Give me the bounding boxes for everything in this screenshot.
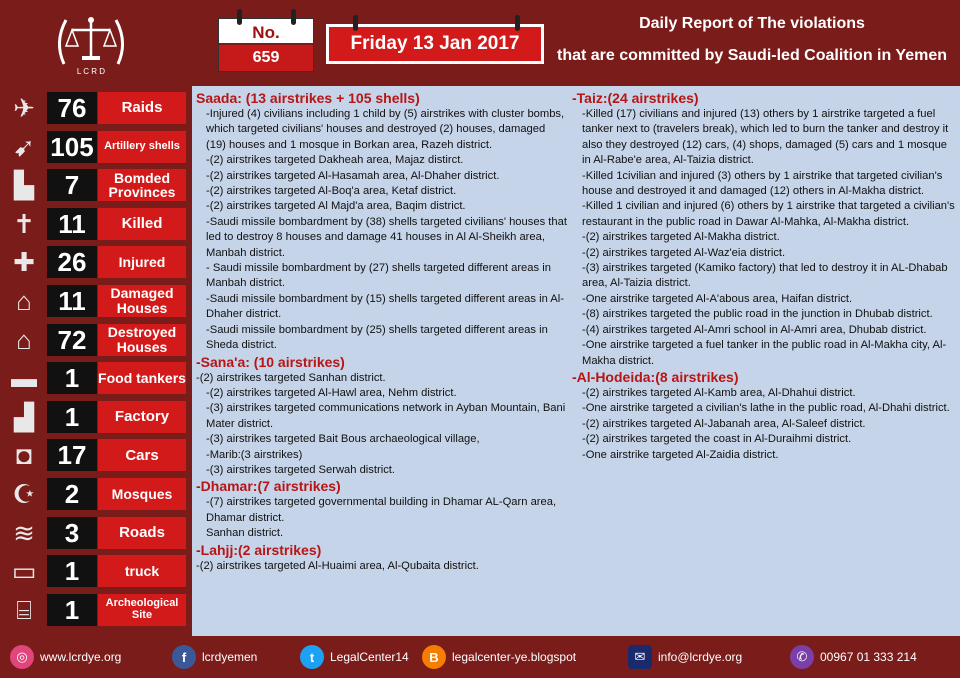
report-number-calendar [218, 18, 314, 72]
stat-row [0, 592, 192, 628]
stat-row [0, 322, 192, 358]
violation-item: -(2) airstrikes targeted Al Majd'a area, Baqim district. [206, 200, 466, 213]
stat-label: Mosques [98, 478, 186, 510]
twitter-icon: t [300, 645, 324, 669]
globe-icon: ◎ [10, 645, 34, 669]
destroyed-house-icon: ⌂ [16, 324, 32, 355]
violation-item: -(3) airstrikes targeted (Kamiko factory) that led to destroy it in AL-Dhabab area, Al-Taizia district. [582, 262, 948, 290]
stat-value: 105 [47, 131, 97, 163]
calendar-ring-icon [515, 15, 520, 31]
violation-item: -(2) airstrikes targeted Al-Jabanah area, Al-Saleef district. [582, 417, 866, 430]
artillery-icon: ➹ [13, 131, 35, 162]
logo-text: L C R D [76, 67, 106, 76]
violation-item: -(8) airstrikes targeted the public road in the junction in Dhubab district. [582, 308, 933, 321]
stat-label: Archeological Site [98, 594, 186, 626]
stat-value: 2 [47, 478, 97, 510]
report-title [552, 8, 952, 72]
archeological-icon: ⌸ [16, 594, 32, 625]
stat-label: Cars [98, 439, 186, 471]
stat-label: Food tankers [98, 362, 186, 394]
footer-facebook[interactable] [172, 644, 257, 670]
stat-row [0, 283, 192, 319]
damaged-house-icon: ⌂ [16, 286, 32, 316]
map-icon: ▙ [14, 170, 34, 201]
stat-row [0, 553, 192, 589]
violation-item: -Saudi missile bombardment by (38) shells targeted civilians' houses that led to destroy 8 houses and damage 41 houses in Al Al-Sheikh area, Manbah district. [206, 215, 567, 259]
stat-row [0, 244, 192, 280]
violation-item: -(2) airstrikes targeted Al-Huaimi area, Al-Qubaita district. [196, 559, 479, 572]
report-header [0, 0, 960, 86]
stat-value: 11 [47, 208, 97, 240]
stat-row [0, 90, 192, 126]
stat-value: 72 [47, 324, 97, 356]
stat-value: 26 [47, 246, 97, 278]
violation-item: -Killed (17) civilians and injured (13) others by 1 airstrike targeted a fuel tanker next to (travelers break), which led to burn the tanker and destroy it also they destroyed (12) cars, (4) shops, damaged (5) cars and 1 mosque in Al-Rabe'e area, Al-Taizia district. [582, 108, 949, 167]
violation-item: -(2) airstrikes targeted Al-Boq'a area, Ketaf district. [206, 185, 457, 198]
stat-row [0, 476, 192, 512]
violation-item: -One airstrike targeted Al-A'abous area, Haifan district. [582, 292, 853, 305]
violation-item: -One airstrike targeted a civilian's lathe in the public road, Al-Dhahi district. [582, 402, 950, 415]
stat-row [0, 206, 192, 242]
facebook-icon: f [172, 645, 196, 669]
stat-label: Roads [98, 517, 186, 549]
calendar-ring-icon [291, 9, 296, 25]
violation-item: -(2) airstrikes targeted the coast in Al-Duraihmi district. [582, 433, 852, 446]
plane-icon: ✈ [13, 93, 35, 123]
stat-value: 1 [47, 362, 97, 394]
report-number: 659 [219, 45, 313, 71]
injured-icon: ✚ [13, 247, 35, 278]
violation-item: Sanhan district. [206, 527, 284, 540]
stat-label: Damaged Houses [98, 285, 186, 317]
violation-item: -(3) airstrikes targeted Bait Bous archaeological village, [206, 433, 480, 446]
footer-blog[interactable] [422, 644, 576, 670]
violation-item: -Saudi missile bombardment by (15) shells targeted different areas in Al-Dhaher district. [206, 292, 564, 321]
violation-item: -(3) airstrikes targeted Serwah district. [206, 463, 396, 476]
violation-item: -One airstrike targeted a fuel tanker in the public road in Al-Makha city, Al-Makha district. [582, 339, 947, 367]
blogger-icon: B [422, 645, 446, 669]
violation-item: -Saudi missile bombardment by (25) shells targeted different areas in Sheda district. [206, 323, 548, 352]
violation-item: -Killed 1civilian and injured (3) others by 1 airstrike that targeted civilian's house and destroyed it and damaged (12) others in Al-Makha district. [582, 169, 943, 198]
stat-label: Injured [98, 246, 186, 278]
calendar-ring-icon [237, 9, 242, 25]
right-column [572, 90, 956, 463]
stat-value: 3 [47, 517, 97, 549]
killed-icon: ✝ [13, 208, 35, 239]
footer-phone[interactable] [790, 644, 917, 670]
violation-item: -(2) airstrikes targeted Al-Waz'eia district. [582, 246, 786, 259]
stat-value: 11 [47, 285, 97, 317]
violation-item: -(2) airstrikes targeted Al-Hawl area, Nehm district. [206, 386, 457, 399]
truck-icon: ▭ [11, 556, 37, 587]
stat-label: Factory [98, 401, 186, 433]
region-title: -Lahjj:(2 airstrikes) [196, 541, 322, 558]
stat-label: Bomded Provinces [98, 169, 186, 201]
stat-value: 17 [47, 439, 97, 471]
footer-email[interactable] [628, 644, 742, 670]
footer-website[interactable] [10, 644, 121, 670]
stat-row [0, 515, 192, 551]
stat-label: Raids [98, 92, 186, 124]
violation-item: -Killed 1 civilian and injured (6) others by 1 airstrike that targeted a civilian's restaurant in the public road in Dawar Al-Mahka, Al-Makha district. [582, 200, 955, 228]
stat-value: 1 [47, 555, 97, 587]
violation-item: -(2) airstrikes targeted Al-Hasamah area, Al-Dhaher district. [206, 169, 500, 182]
calendar-ring-icon [353, 15, 358, 31]
report-number-label: No. [219, 19, 313, 45]
region-title: -Al-Hodeida:(8 airstrikes) [572, 368, 739, 385]
footer-twitter[interactable] [300, 644, 409, 670]
violation-item: -Marib:(3 airstrikes) [206, 448, 303, 461]
violation-item: -One airstrike targeted Al-Zaidia district. [582, 448, 779, 461]
violation-item: -(3) airstrikes targeted communications network in Ayban Mountain, Bani Mater district. [206, 402, 566, 430]
stat-value: 76 [47, 92, 97, 124]
region-title: -Dhamar:(7 airstrikes) [196, 478, 341, 495]
stat-row [0, 437, 192, 473]
report-date-text: Friday 13 Jan 2017 [350, 33, 520, 54]
region-title: -Taiz:(24 airstrikes) [572, 90, 699, 106]
report-title-line2: that are committed by Saudi-led Coalition in Yemen [557, 47, 947, 64]
facebook-link[interactable]: lcrdyemen [202, 650, 258, 664]
stat-row [0, 360, 192, 396]
report-title-line1: Daily Report of The violations [639, 15, 865, 32]
mosque-icon: ☪ [12, 479, 36, 509]
stat-value: 1 [47, 594, 97, 626]
stat-label: Killed [98, 208, 186, 240]
violation-item: -Injured (4) civilians including 1 child by (5) airstrikes with cluster bombs, which targeted civilians' houses and destroyed (2) houses, damaged (19) houses and 1 mosque in Borkan area, Razeh district. [206, 108, 565, 151]
stat-label: truck [98, 555, 186, 587]
violation-item: -(2) airstrikes targeted Al-Makha district. [582, 231, 780, 244]
report-body [192, 86, 960, 636]
tanker-icon: ▬ [11, 363, 37, 394]
car-icon: ◘ [16, 440, 32, 471]
road-icon: ≋ [13, 517, 35, 548]
website-link[interactable]: www.lcrdye.org [40, 650, 122, 664]
contact-footer [0, 636, 960, 678]
stat-row [0, 399, 192, 435]
violation-item: -(2) airstrikes targeted Al-Kamb area, Al-Dhahui district. [582, 386, 856, 399]
left-column [196, 90, 568, 574]
mail-icon: ✉ [628, 645, 652, 669]
factory-icon: ▟ [14, 401, 34, 432]
stat-value: 7 [47, 169, 97, 201]
stat-label: Artillery shells [98, 131, 186, 163]
violation-item: -(2) airstrikes targeted Dakheah area, Majaz distirct. [206, 154, 464, 167]
stat-row [0, 167, 192, 203]
violation-item: -(2) airstrikes targeted Sanhan district. [196, 371, 386, 384]
stat-label: Destroyed Houses [98, 324, 186, 356]
email-link[interactable]: info@lcrdye.org [658, 650, 743, 664]
report-date [326, 24, 544, 64]
stat-value: 1 [47, 401, 97, 433]
stat-row [0, 129, 192, 165]
viber-phone-icon: ✆ [790, 645, 814, 669]
twitter-link[interactable]: LegalCenter14 [330, 650, 409, 664]
violation-item: -(4) airstrikes targeted Al-Amri school in Al-Amri area, Dhubab district. [582, 323, 927, 336]
phone-number[interactable]: 00967 01 333 214 [820, 650, 917, 664]
violation-item: - Saudi missile bombardment by (27) shells targeted different areas in Manbah district. [206, 262, 551, 290]
stats-sidebar [0, 86, 192, 636]
region-title: Saada: (13 airstrikes + 105 shells) [196, 90, 420, 106]
blog-link[interactable]: legalcenter-ye.blogspot [452, 650, 577, 664]
lcrd-logo-icon [52, 6, 130, 78]
violation-item: -(7) airstrikes targeted governmental building in Dhamar AL-Qarn area, Dhamar district. [206, 496, 557, 524]
region-title: -Sana'a: (10 airstrikes) [196, 353, 345, 370]
